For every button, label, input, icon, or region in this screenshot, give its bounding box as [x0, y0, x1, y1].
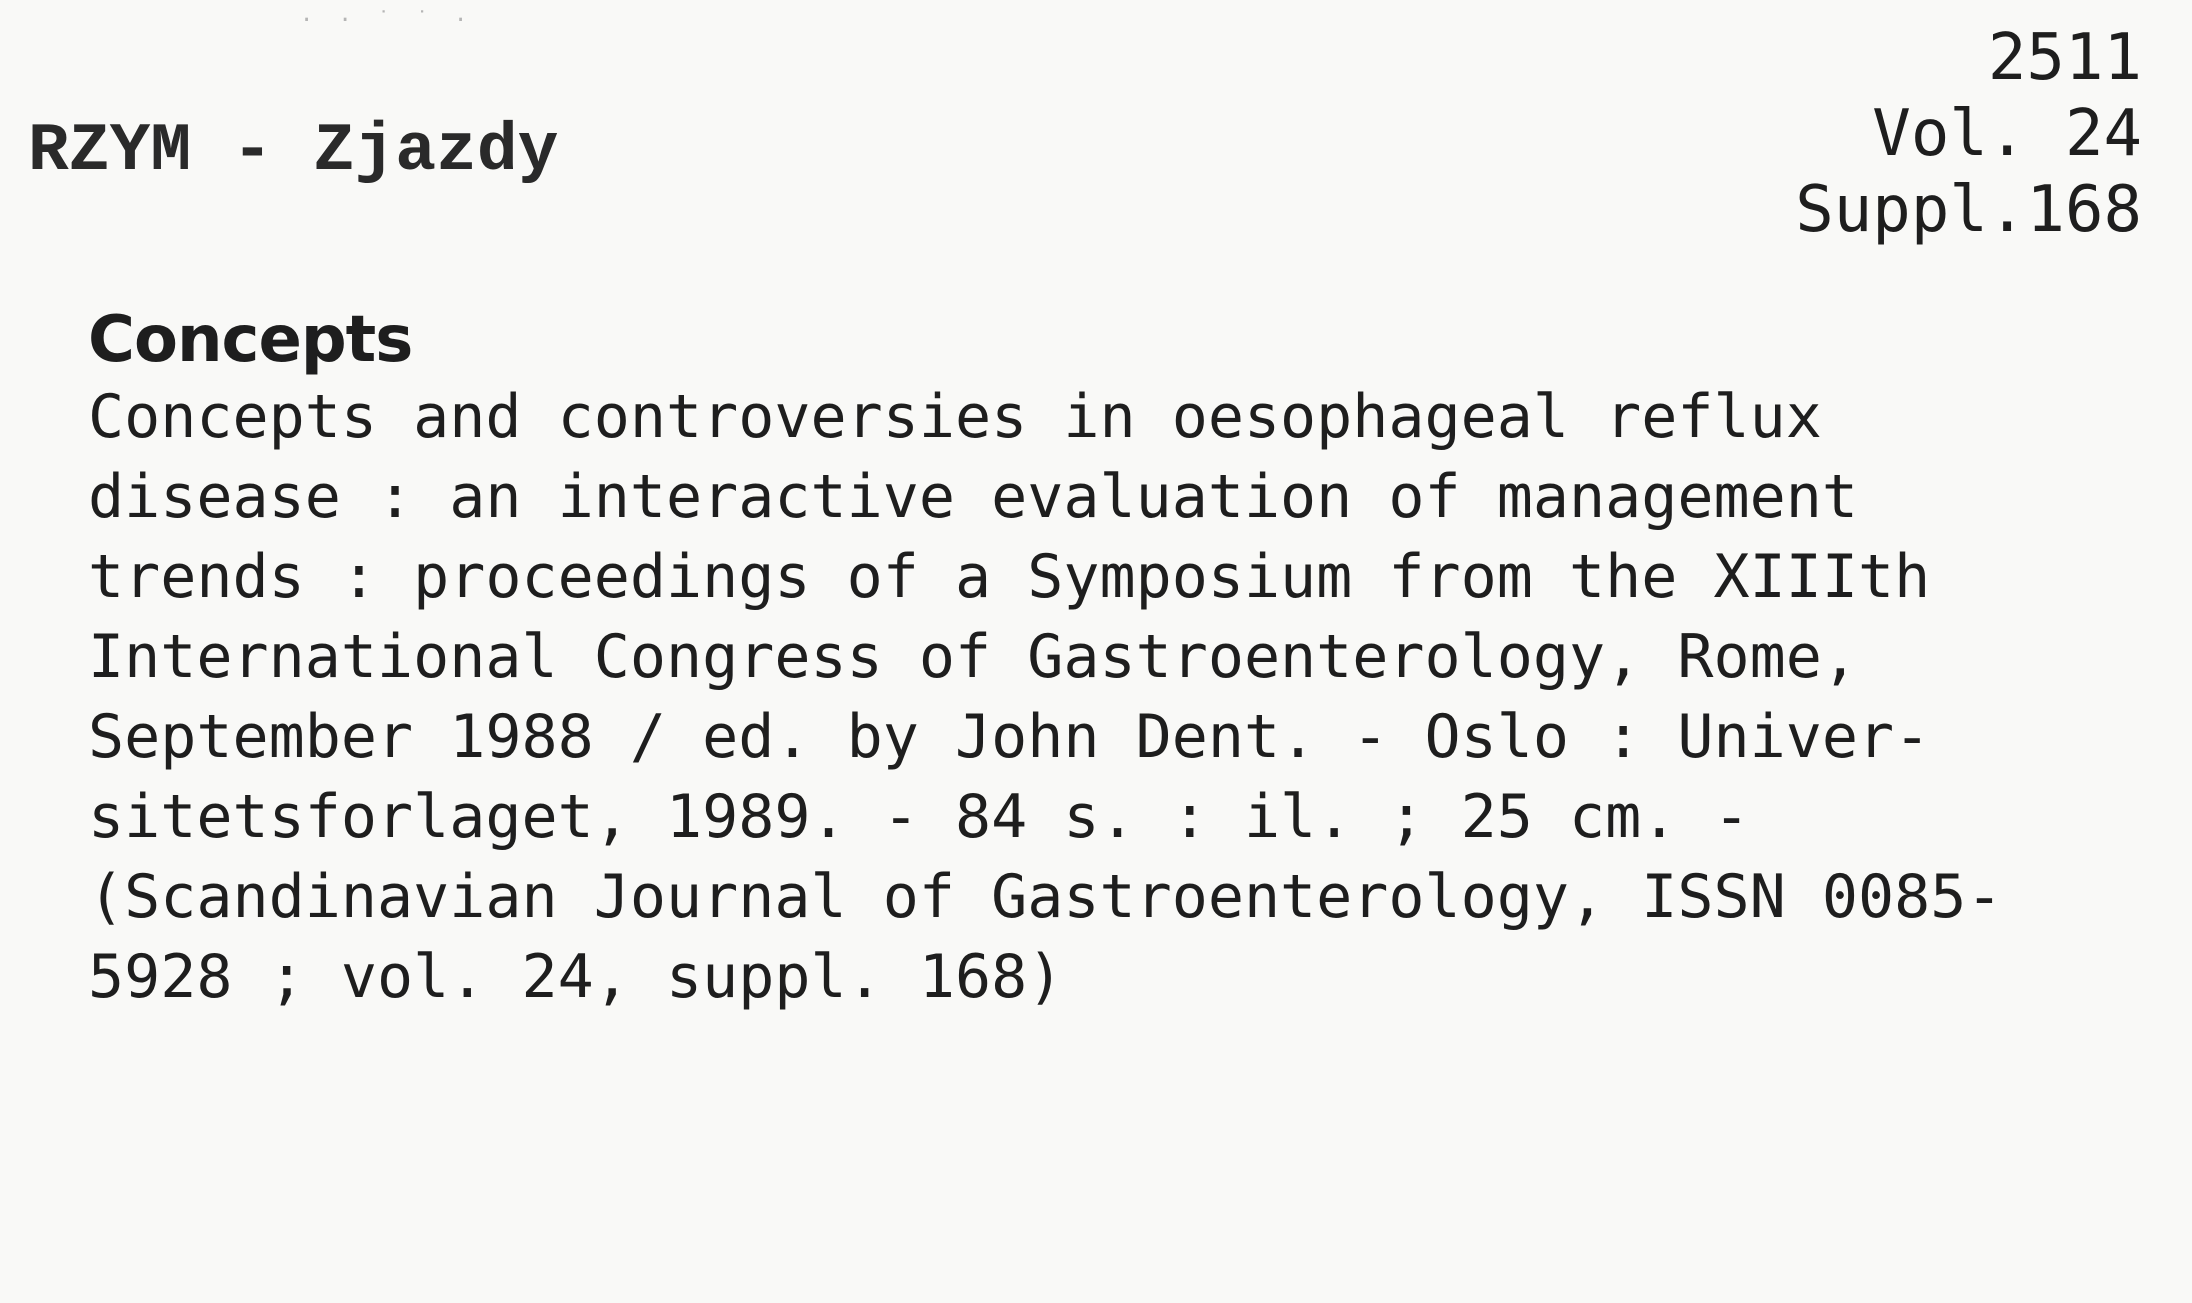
subject-heading: RZYM - Zjazdy	[28, 113, 559, 190]
description-line: 5928 ; vol. 24, suppl. 168)	[88, 942, 1064, 1012]
faded-marks: · · ˙ ˙ ·	[300, 8, 474, 33]
main-entry: Concepts	[88, 303, 413, 377]
bibliographic-description	[88, 377, 2148, 1017]
description-line: (Scandinavian Journal of Gastroenterology, ISSN 0085-	[88, 862, 2003, 932]
description-line: September 1988 / ed. by John Dent. - Oslo : Univer-	[88, 702, 1931, 772]
description-line: trends : proceedings of a Symposium from the XIIIth	[88, 542, 1931, 612]
call-number-line: 2511	[1987, 21, 2142, 95]
call-number-line: Suppl.168	[1795, 173, 2142, 247]
description-line: International Congress of Gastroenterology, Rome,	[88, 622, 1859, 692]
description-line: Concepts and controversies in oesophageal reflux	[88, 382, 1822, 452]
call-number-line: Vol. 24	[1872, 97, 2142, 171]
call-number	[1795, 20, 2142, 248]
description-line: sitetsforlaget, 1989. - 84 s. : il. ; 25 cm. -	[88, 782, 1750, 852]
description-line: disease : an interactive evaluation of management	[88, 462, 1859, 532]
